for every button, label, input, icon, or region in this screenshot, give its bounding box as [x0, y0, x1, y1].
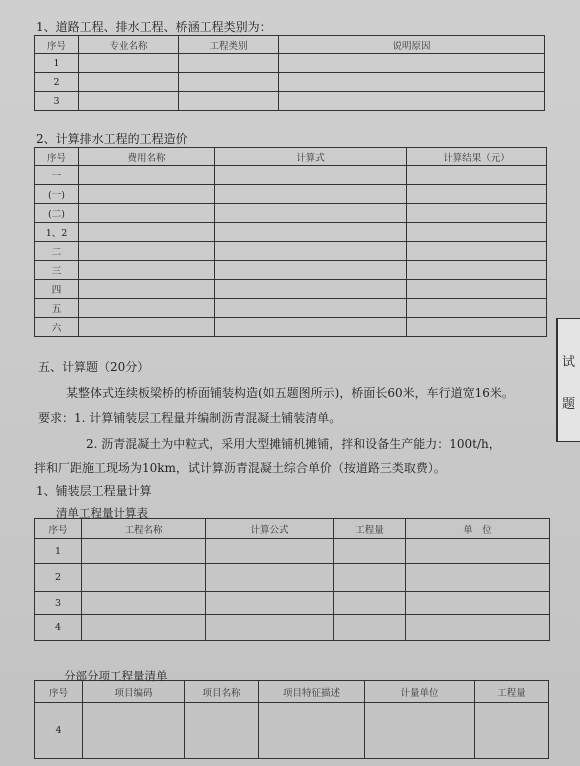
table-cell — [334, 564, 406, 592]
col-header-item-name: 项目名称 — [185, 681, 259, 703]
table-cell — [407, 223, 547, 242]
table-cell — [407, 242, 547, 261]
section2-heading: 2、计算排水工程的工程造价 — [36, 132, 188, 146]
col-header-result: 计算结果（元） — [407, 148, 547, 166]
table-cell — [79, 299, 215, 318]
col-header-reason: 说明原因 — [279, 36, 545, 54]
table-cell — [407, 185, 547, 204]
table-cell — [407, 204, 547, 223]
table-cell — [79, 261, 215, 280]
bill-of-quantities-table — [34, 680, 549, 759]
row-number: 1 — [35, 539, 82, 564]
col-header-project-name: 工程名称 — [82, 519, 206, 539]
row-number: 四 — [35, 280, 79, 299]
table-cell — [179, 92, 279, 111]
col-header-fee-name: 费用名称 — [79, 148, 215, 166]
table-cell — [82, 615, 206, 641]
col-header-feature: 项目特征描述 — [259, 681, 365, 703]
col-header-profession: 专业名称 — [79, 36, 179, 54]
section5-title: 五、计算题（20分） — [38, 360, 150, 374]
table-cell — [365, 703, 475, 759]
problem-line-2: 要求：1. 计算铺装层工程量并编制沥青混凝土铺装清单。 — [38, 411, 342, 425]
quantity-calc-table — [34, 518, 550, 641]
row-number: 六 — [35, 318, 79, 337]
col-header-measure-unit: 计量单位 — [365, 681, 475, 703]
col-header-index: 序号 — [35, 36, 79, 54]
row-number: 3 — [35, 592, 82, 615]
table-cell — [334, 615, 406, 641]
section1-heading: 1、道路工程、排水工程、桥涵工程类别为： — [36, 20, 272, 34]
col-header-quantity: 工程量 — [334, 519, 406, 539]
row-number: 3 — [35, 92, 79, 111]
side-tab-char-1: 试 — [562, 355, 576, 370]
problem-line-3: 2. 沥青混凝土为中粒式，采用大型摊铺机摊铺，拌和设备生产能力：100t/h， — [86, 437, 501, 451]
table-cell — [406, 592, 550, 615]
table-cell — [279, 73, 545, 92]
row-number: (二) — [35, 204, 79, 223]
table-cell — [206, 564, 334, 592]
table-cell — [406, 564, 550, 592]
table-cell — [79, 73, 179, 92]
table-cell — [79, 92, 179, 111]
table-cell — [206, 539, 334, 564]
table-cell — [215, 318, 407, 337]
table-cell — [279, 92, 545, 111]
drainage-cost-table — [34, 147, 547, 337]
table-cell — [215, 261, 407, 280]
problem-line-1: 某整体式连续板梁桥的桥面铺装构造(如五题图所示)，桥面长60米，车行道宽16米。 — [66, 386, 514, 400]
table-cell — [279, 54, 545, 73]
table-cell — [406, 539, 550, 564]
category-table — [34, 35, 545, 111]
row-number: 三 — [35, 261, 79, 280]
side-tab — [556, 318, 580, 442]
side-tab-char-2: 题 — [562, 397, 576, 412]
row-number: 1 — [35, 54, 79, 73]
table-cell — [179, 73, 279, 92]
table-cell — [83, 703, 185, 759]
row-number: 一 — [35, 166, 79, 185]
col-header-index: 序号 — [35, 681, 83, 703]
quantity-table-caption: 清单工程量计算表 — [56, 506, 148, 520]
row-number: (一) — [35, 185, 79, 204]
col-header-index: 序号 — [35, 519, 82, 539]
col-header-quantity: 工程量 — [475, 681, 549, 703]
table-cell — [215, 299, 407, 318]
col-header-formula: 计算式 — [215, 148, 407, 166]
row-number: 2 — [35, 564, 82, 592]
table-cell — [82, 592, 206, 615]
table-cell — [407, 280, 547, 299]
table-cell — [185, 703, 259, 759]
table-cell — [406, 615, 550, 641]
table-cell — [215, 223, 407, 242]
table-cell — [206, 615, 334, 641]
table-cell — [215, 242, 407, 261]
table-cell — [79, 166, 215, 185]
table-cell — [79, 318, 215, 337]
table-cell — [215, 166, 407, 185]
table-cell — [407, 299, 547, 318]
col-header-category: 工程类别 — [179, 36, 279, 54]
table-cell — [215, 280, 407, 299]
col-header-item-code: 项目编码 — [83, 681, 185, 703]
table-cell — [475, 703, 549, 759]
col-header-unit: 单 位 — [406, 519, 550, 539]
row-number: 二 — [35, 242, 79, 261]
row-number: 1、2 — [35, 223, 79, 242]
row-number: 4 — [35, 615, 82, 641]
col-header-formula: 计算公式 — [206, 519, 334, 539]
table-cell — [407, 261, 547, 280]
col-header-index: 序号 — [35, 148, 79, 166]
table-cell — [334, 592, 406, 615]
table-cell — [259, 703, 365, 759]
row-number: 五 — [35, 299, 79, 318]
table-cell — [79, 280, 215, 299]
table-cell — [215, 204, 407, 223]
table-cell — [79, 242, 215, 261]
problem-line-4: 拌和厂距施工现场为10km，试计算沥青混凝土综合单价（按道路三类取费）。 — [34, 461, 446, 475]
table-cell — [79, 185, 215, 204]
row-number: 4 — [35, 703, 83, 759]
table-cell — [79, 54, 179, 73]
row-number: 2 — [35, 73, 79, 92]
table-cell — [215, 185, 407, 204]
section5-subheading: 1、铺装层工程量计算 — [36, 484, 152, 498]
table-cell — [79, 223, 215, 242]
table-cell — [407, 318, 547, 337]
table-cell — [79, 204, 215, 223]
table-cell — [179, 54, 279, 73]
table-cell — [82, 539, 206, 564]
table-cell — [334, 539, 406, 564]
bill-table-caption: 分部分项工程量清单 — [64, 669, 168, 683]
table-cell — [82, 564, 206, 592]
table-cell — [206, 592, 334, 615]
table-cell — [407, 166, 547, 185]
